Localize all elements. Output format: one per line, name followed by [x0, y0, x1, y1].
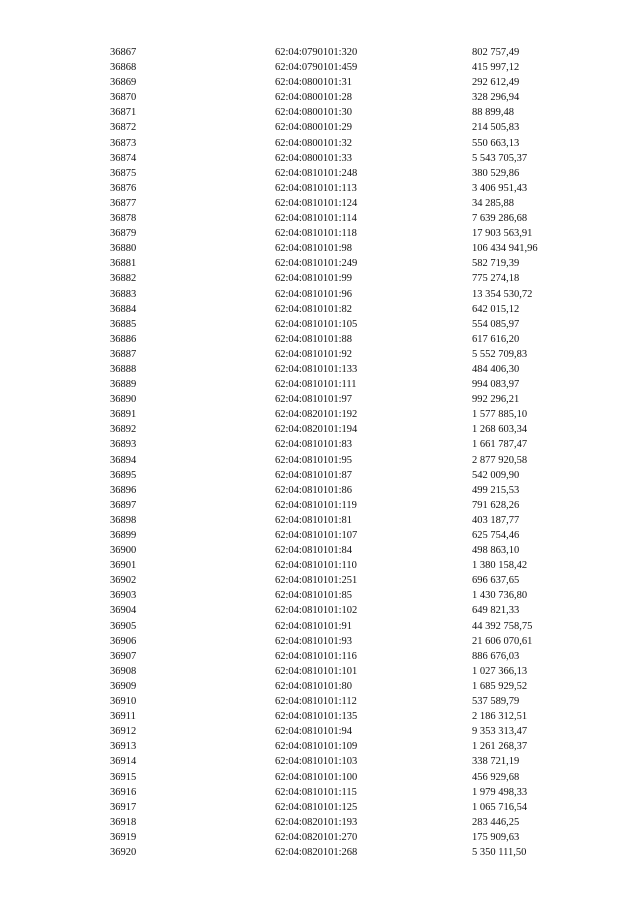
cadastral-value-cell: 338 721,19: [472, 756, 520, 768]
table-row: [110, 75, 592, 90]
cadastral-number-cell: 62:04:0820101:270: [275, 831, 358, 843]
cadastral-number-cell: 62:04:0810101:88: [275, 333, 353, 345]
cadastral-value-cell: 1 065 716,54: [472, 801, 528, 813]
cadastral-value-table: [110, 45, 592, 860]
table-row: [110, 407, 592, 422]
cadastral-value-cell: 328 296,94: [472, 92, 520, 104]
row-number-cell: 36888: [110, 363, 137, 375]
row-number-cell: 36899: [110, 530, 137, 541]
row-number-cell: 36913: [110, 741, 137, 753]
row-number-cell: 36917: [110, 801, 137, 813]
cadastral-value-cell: 214 505,83: [472, 122, 520, 134]
row-number-cell: 36885: [110, 318, 137, 330]
cadastral-value-cell: 1 261 268,37: [472, 741, 528, 753]
table-row: [110, 739, 592, 754]
row-number-cell: 36877: [110, 197, 137, 209]
cadastral-number-cell: 62:04:0810101:114: [275, 213, 357, 225]
table-row: [110, 483, 592, 498]
table-row: [110, 724, 592, 739]
table-row: [110, 543, 592, 558]
cadastral-value-cell: 642 015,12: [472, 303, 520, 315]
cadastral-number-cell: 62:04:0810101:119: [275, 499, 357, 511]
table-row: [110, 754, 592, 769]
cadastral-number-cell: 62:04:0800101:29: [275, 122, 353, 134]
table-row: [110, 362, 592, 377]
table-row: [110, 845, 592, 860]
cadastral-number-cell: 62:04:0820101:193: [275, 816, 358, 828]
cadastral-value-cell: 1 685 929,52: [472, 680, 528, 692]
row-number-cell: 36901: [110, 560, 137, 572]
row-number-cell: 36904: [110, 605, 137, 617]
row-number-cell: 36876: [110, 182, 137, 194]
cadastral-value-cell: 625 754,46: [472, 530, 520, 541]
cadastral-value-cell: 456 929,68: [472, 771, 520, 783]
cadastral-value-cell: 1 430 736,80: [472, 590, 528, 602]
table-row: [110, 105, 592, 120]
cadastral-value-cell: 175 909,63: [472, 831, 520, 843]
cadastral-value-cell: 1 380 158,42: [472, 560, 528, 572]
cadastral-value-cell: 775 274,18: [472, 273, 520, 285]
table-row: [110, 634, 592, 649]
cadastral-value-cell: 380 529,86: [472, 167, 520, 179]
row-number-cell: 36870: [110, 92, 137, 104]
cadastral-number-cell: 62:04:0820101:268: [275, 846, 358, 858]
row-number-cell: 36912: [110, 726, 137, 738]
table-row: [110, 196, 592, 211]
cadastral-number-cell: 62:04:0810101:251: [275, 575, 358, 587]
row-number-cell: 36884: [110, 303, 137, 315]
row-number-cell: 36872: [110, 122, 137, 134]
row-number-cell: 36915: [110, 771, 137, 783]
table-row: [110, 558, 592, 573]
table-row: [110, 181, 592, 196]
cadastral-value-cell: 537 589,79: [472, 696, 520, 708]
table-row: [110, 573, 592, 588]
row-number-cell: 36875: [110, 167, 137, 179]
cadastral-value-cell: 2 186 312,51: [472, 711, 528, 723]
row-number-cell: 36883: [110, 288, 137, 300]
table-row: [110, 453, 592, 468]
cadastral-value-cell: 649 821,33: [472, 605, 520, 617]
row-number-cell: 36903: [110, 590, 137, 602]
row-number-cell: 36890: [110, 394, 137, 406]
row-number-cell: 36920: [110, 846, 137, 858]
table-row: [110, 211, 592, 226]
table-row: [110, 770, 592, 785]
table-row: [110, 422, 592, 437]
table-row: [110, 679, 592, 694]
cadastral-number-cell: 62:04:0790101:459: [275, 62, 358, 74]
cadastral-number-cell: 62:04:0810101:105: [275, 318, 358, 330]
row-number-cell: 36909: [110, 680, 137, 692]
row-number-cell: 36873: [110, 137, 137, 149]
table-row: [110, 241, 592, 256]
row-number-cell: 36907: [110, 650, 137, 662]
table-row: [110, 332, 592, 347]
cadastral-number-cell: 62:04:0810101:87: [275, 469, 353, 481]
cadastral-value-cell: 21 606 070,61: [472, 635, 533, 647]
table-row: [110, 513, 592, 528]
table-row: [110, 347, 592, 362]
cadastral-number-cell: 62:04:0810101:91: [275, 620, 353, 632]
cadastral-value-cell: 403 187,77: [472, 514, 520, 526]
cadastral-number-cell: 62:04:0810101:102: [275, 605, 358, 617]
row-number-cell: 36919: [110, 831, 137, 843]
cadastral-value-cell: 791 628,26: [472, 499, 520, 511]
table-row: [110, 317, 592, 332]
cadastral-value-cell: 1 268 603,34: [472, 424, 528, 436]
row-number-cell: 36906: [110, 635, 137, 647]
table-row: [110, 528, 592, 543]
row-number-cell: 36914: [110, 756, 137, 768]
row-number-cell: 36918: [110, 816, 137, 828]
cadastral-number-cell: 62:04:0810101:248: [275, 167, 358, 179]
cadastral-number-cell: 62:04:0800101:33: [275, 152, 353, 164]
cadastral-value-cell: 582 719,39: [472, 258, 520, 270]
table-row: [110, 694, 592, 709]
cadastral-value-cell: 13 354 530,72: [472, 288, 533, 300]
row-number-cell: 36881: [110, 258, 137, 270]
cadastral-value-cell: 1 027 366,13: [472, 665, 528, 677]
cadastral-number-cell: 62:04:0800101:32: [275, 137, 353, 149]
cadastral-value-cell: 3 406 951,43: [472, 182, 528, 194]
cadastral-number-cell: 62:04:0810101:109: [275, 741, 358, 753]
cadastral-number-cell: 62:04:0810101:118: [275, 228, 357, 240]
cadastral-value-cell: 17 903 563,91: [472, 228, 533, 240]
cadastral-number-cell: 62:04:0810101:112: [275, 696, 357, 708]
table-row: [110, 136, 592, 151]
cadastral-value-cell: 554 085,97: [472, 318, 520, 330]
cadastral-value-cell: 5 350 111,50: [472, 846, 527, 858]
row-number-cell: 36887: [110, 348, 137, 360]
table-row: [110, 287, 592, 302]
cadastral-value-cell: 283 446,25: [472, 816, 520, 828]
row-number-cell: 36894: [110, 454, 137, 466]
table-row: [110, 800, 592, 815]
row-number-cell: 36892: [110, 424, 137, 436]
table-row: [110, 377, 592, 392]
row-number-cell: 36911: [110, 711, 136, 723]
table-row: [110, 815, 592, 830]
table-row: [110, 256, 592, 271]
cadastral-number-cell: 62:04:0810101:115: [275, 786, 357, 798]
cadastral-number-cell: 62:04:0810101:86: [275, 484, 353, 496]
cadastral-number-cell: 62:04:0810101:249: [275, 258, 358, 270]
cadastral-value-cell: 1 979 498,33: [472, 786, 528, 798]
table-row: [110, 498, 592, 513]
table-row: [110, 120, 592, 135]
cadastral-value-cell: 88 899,48: [472, 107, 514, 119]
table-row: [110, 588, 592, 603]
cadastral-number-cell: 62:04:0810101:92: [275, 348, 353, 360]
cadastral-value-cell: 34 285,88: [472, 197, 514, 209]
cadastral-number-cell: 62:04:0810101:113: [275, 182, 357, 194]
table-row: [110, 60, 592, 75]
table-row: [110, 392, 592, 407]
row-number-cell: 36878: [110, 213, 137, 225]
cadastral-number-cell: 62:04:0810101:107: [275, 530, 358, 541]
cadastral-value-cell: 992 296,21: [472, 394, 520, 406]
cadastral-number-cell: 62:04:0800101:28: [275, 92, 353, 104]
cadastral-value-cell: 5 543 705,37: [472, 152, 528, 164]
row-number-cell: 36897: [110, 499, 137, 511]
row-number-cell: 36902: [110, 575, 137, 587]
table-row: [110, 226, 592, 241]
row-number-cell: 36898: [110, 514, 137, 526]
table-row: [110, 664, 592, 679]
cadastral-number-cell: 62:04:0810101:100: [275, 771, 358, 783]
row-number-cell: 36869: [110, 77, 137, 89]
cadastral-number-cell: 62:04:0810101:103: [275, 756, 358, 768]
row-number-cell: 36889: [110, 379, 137, 391]
cadastral-value-cell: 5 552 709,83: [472, 348, 528, 360]
cadastral-number-cell: 62:04:0810101:85: [275, 590, 353, 602]
cadastral-number-cell: 62:04:0810101:135: [275, 711, 358, 723]
row-number-cell: 36868: [110, 62, 137, 74]
cadastral-number-cell: 62:04:0810101:98: [275, 243, 353, 255]
cadastral-number-cell: 62:04:0810101:82: [275, 303, 353, 315]
row-number-cell: 36886: [110, 333, 137, 345]
cadastral-value-cell: 484 406,30: [472, 363, 520, 375]
cadastral-value-cell: 498 863,10: [472, 545, 520, 557]
cadastral-number-cell: 62:04:0790101:320: [275, 47, 358, 58]
cadastral-value-cell: 7 639 286,68: [472, 213, 528, 225]
cadastral-value-cell: 292 612,49: [472, 77, 520, 89]
row-number-cell: 36905: [110, 620, 137, 632]
table-row: [110, 830, 592, 845]
table-row: [110, 603, 592, 618]
cadastral-number-cell: 62:04:0810101:125: [275, 801, 358, 813]
cadastral-value-cell: 415 997,12: [472, 62, 520, 74]
cadastral-number-cell: 62:04:0800101:30: [275, 107, 353, 119]
cadastral-value-cell: 550 663,13: [472, 137, 520, 149]
table-row: [110, 649, 592, 664]
cadastral-number-cell: 62:04:0810101:93: [275, 635, 353, 647]
table-row: [110, 468, 592, 483]
cadastral-value-cell: 2 877 920,58: [472, 454, 528, 466]
table-row: [110, 45, 592, 60]
cadastral-value-cell: 542 009,90: [472, 469, 520, 481]
cadastral-number-cell: 62:04:0810101:96: [275, 288, 353, 300]
cadastral-number-cell: 62:04:0810101:81: [275, 514, 353, 526]
row-number-cell: 36893: [110, 439, 137, 451]
row-number-cell: 36879: [110, 228, 137, 240]
row-number-cell: 36900: [110, 545, 137, 557]
cadastral-value-cell: 994 083,97: [472, 379, 520, 391]
cadastral-number-cell: 62:04:0810101:124: [275, 197, 358, 209]
cadastral-number-cell: 62:04:0810101:99: [275, 273, 353, 285]
cadastral-number-cell: 62:04:0810101:111: [275, 379, 357, 391]
row-number-cell: 36916: [110, 786, 137, 798]
cadastral-value-cell: 886 676,03: [472, 650, 520, 662]
table-row: [110, 709, 592, 724]
cadastral-value-cell: 696 637,65: [472, 575, 520, 587]
row-number-cell: 36896: [110, 484, 137, 496]
cadastral-number-cell: 62:04:0810101:94: [275, 726, 353, 738]
row-number-cell: 36880: [110, 243, 137, 255]
cadastral-number-cell: 62:04:0820101:194: [275, 424, 358, 436]
row-number-cell: 36908: [110, 665, 137, 677]
cadastral-number-cell: 62:04:0810101:101: [275, 665, 358, 677]
row-number-cell: 36891: [110, 409, 137, 421]
cadastral-number-cell: 62:04:0810101:133: [275, 363, 358, 375]
cadastral-number-cell: 62:04:0800101:31: [275, 77, 353, 89]
row-number-cell: 36910: [110, 696, 137, 708]
cadastral-number-cell: 62:04:0810101:80: [275, 680, 353, 692]
table-body: [110, 45, 592, 860]
row-number-cell: 36871: [110, 107, 137, 119]
table-row: [110, 166, 592, 181]
table-row: [110, 271, 592, 286]
cadastral-number-cell: 62:04:0810101:84: [275, 545, 353, 557]
table-row: [110, 302, 592, 317]
table-row: [110, 785, 592, 800]
cadastral-value-cell: 1 577 885,10: [472, 409, 528, 421]
table-row: [110, 151, 592, 166]
cadastral-number-cell: 62:04:0810101:97: [275, 394, 353, 406]
cadastral-value-cell: 802 757,49: [472, 47, 520, 58]
table-row: [110, 437, 592, 452]
row-number-cell: 36874: [110, 152, 137, 164]
cadastral-number-cell: 62:04:0810101:95: [275, 454, 353, 466]
cadastral-number-cell: 62:04:0810101:110: [275, 560, 357, 572]
row-number-cell: 36895: [110, 469, 137, 481]
cadastral-value-cell: 9 353 313,47: [472, 726, 528, 738]
row-number-cell: 36882: [110, 273, 137, 285]
cadastral-number-cell: 62:04:0820101:192: [275, 409, 358, 421]
cadastral-value-cell: 617 616,20: [472, 333, 520, 345]
cadastral-value-cell: 106 434 941,96: [472, 243, 538, 255]
cadastral-value-cell: 499 215,53: [472, 484, 520, 496]
cadastral-number-cell: 62:04:0810101:116: [275, 650, 357, 662]
table-row: [110, 90, 592, 105]
table-row: [110, 619, 592, 634]
cadastral-value-cell: 1 661 787,47: [472, 439, 528, 451]
row-number-cell: 36867: [110, 47, 137, 58]
cadastral-number-cell: 62:04:0810101:83: [275, 439, 353, 451]
cadastral-value-cell: 44 392 758,75: [472, 620, 533, 632]
